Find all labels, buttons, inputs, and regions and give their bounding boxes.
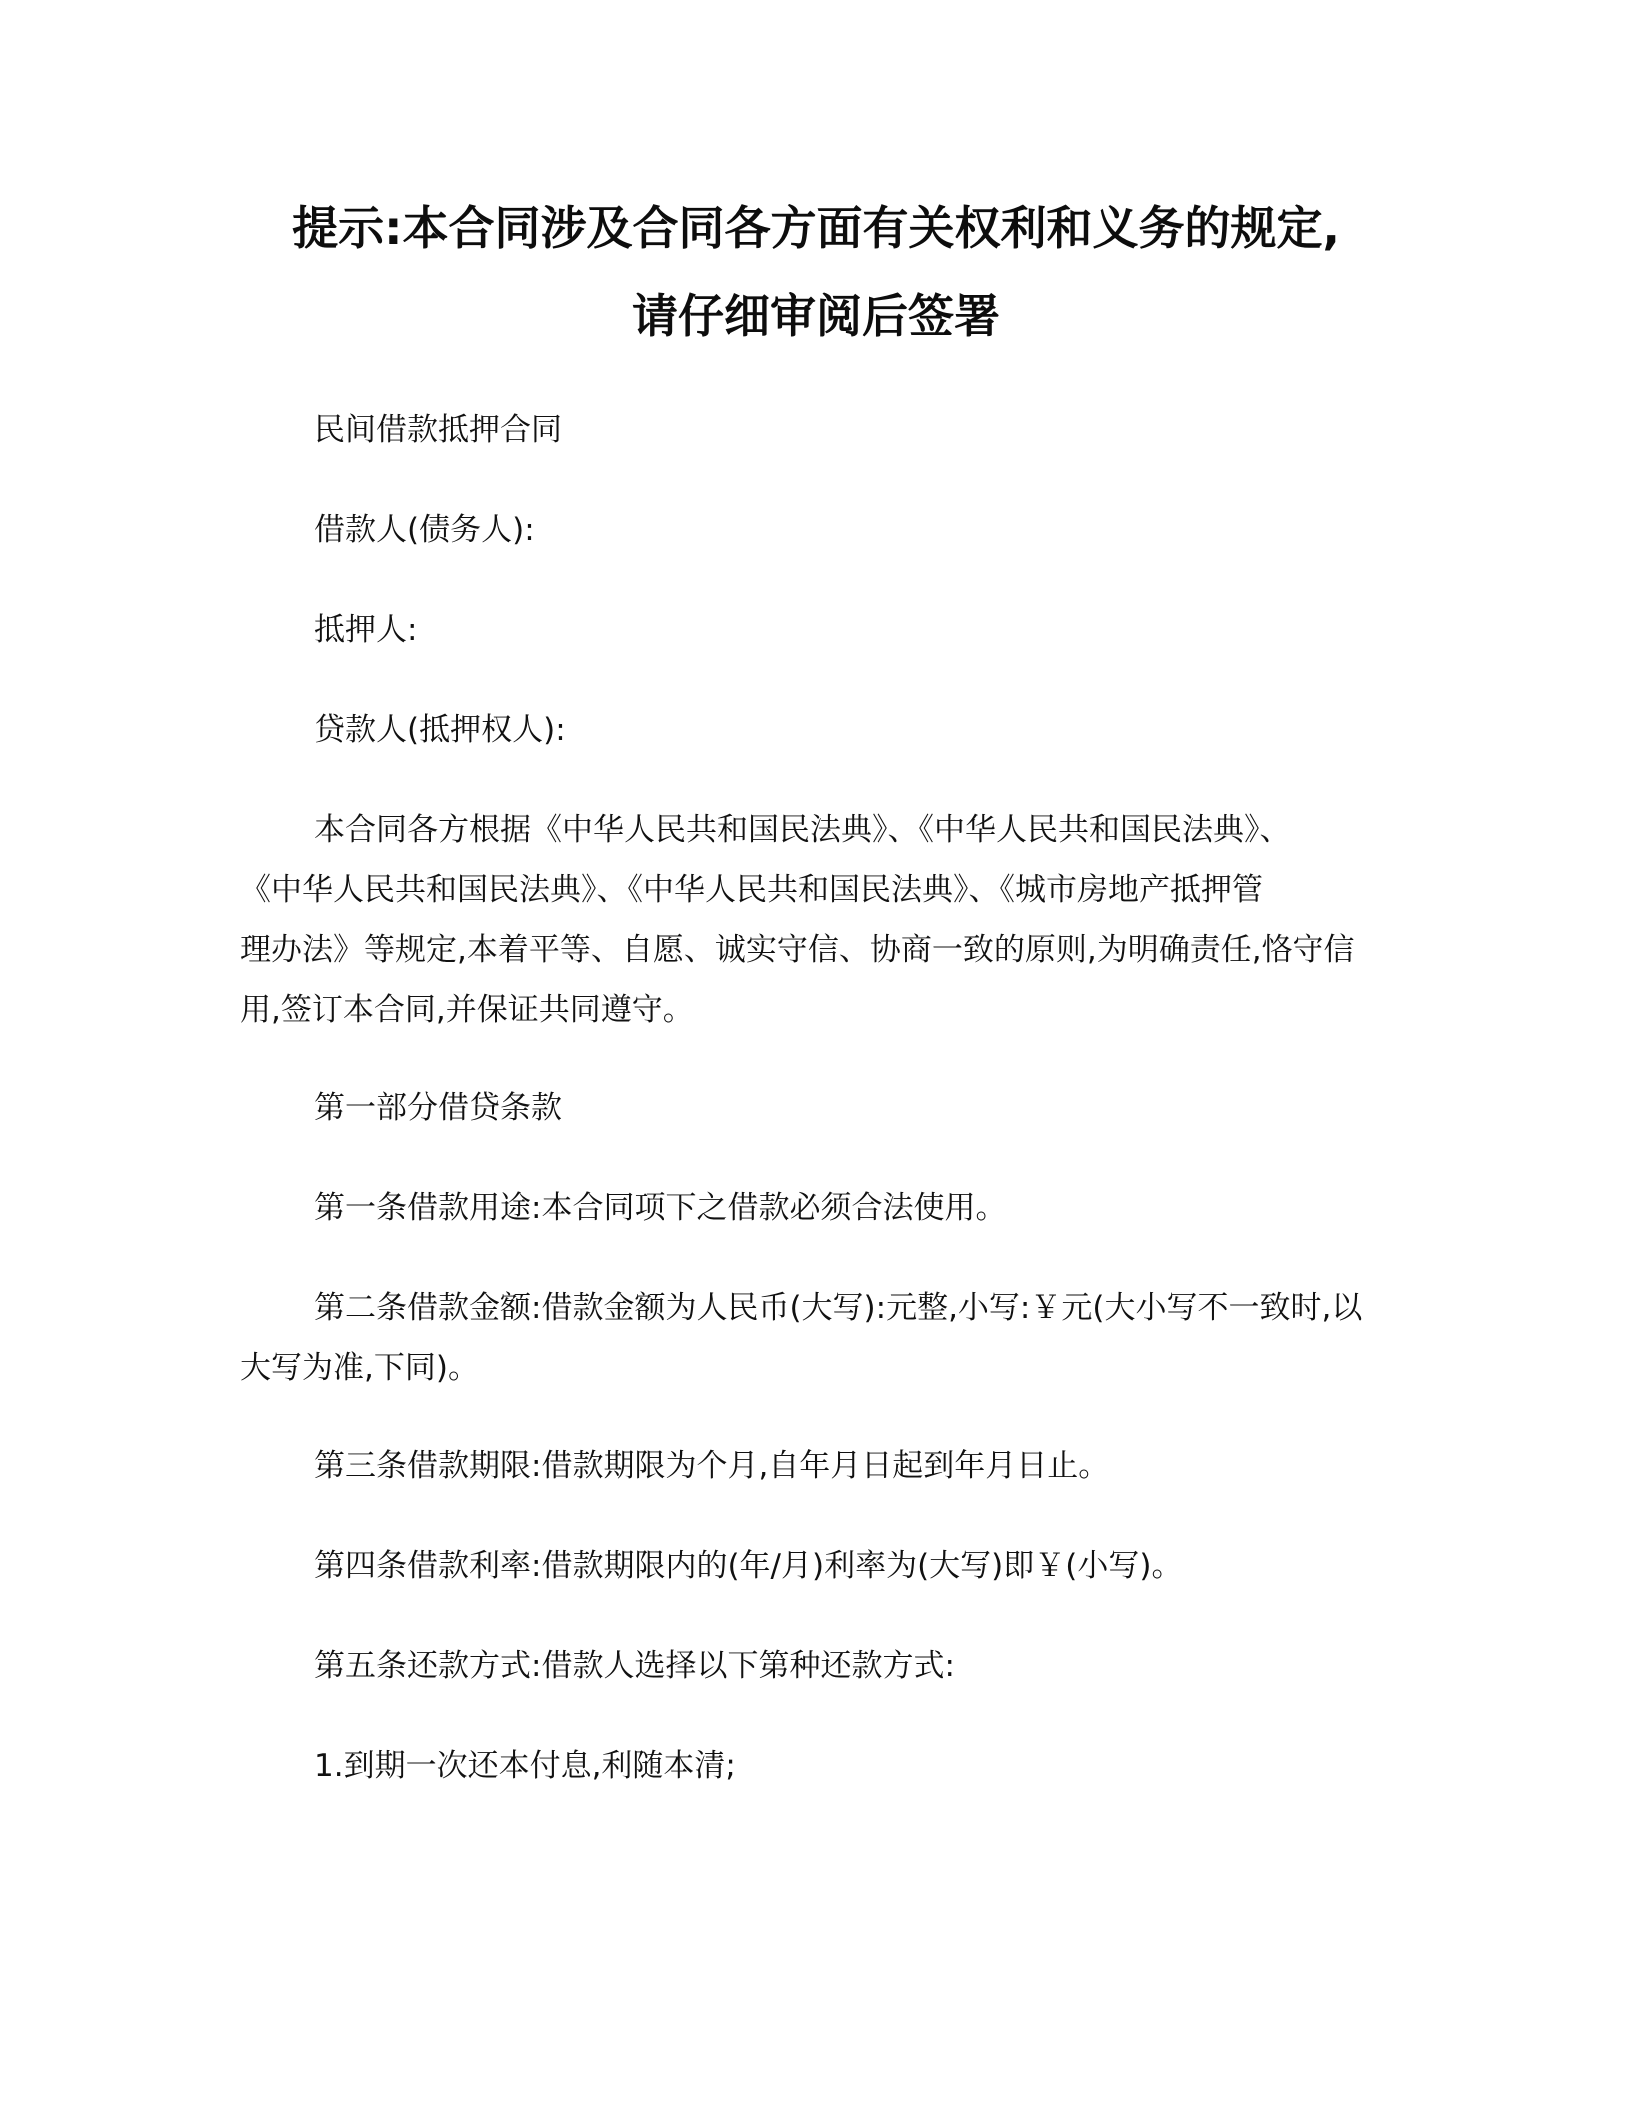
repayment-option-1: 1.到期一次还本付息,利随本清; [314,1748,736,1784]
preamble-line-2: 《中华人民共和国民法典》、《中华人民共和国民法典》、《城市房地产抵押管 [240,872,1263,908]
contract-name: 民间借款抵押合同 [314,412,562,448]
preamble-line-4: 用,签订本合同,并保证共同遵守。 [240,992,694,1028]
mortgagor-line: 抵押人: [314,612,418,648]
lender-line: 贷款人(抵押权人): [314,712,566,748]
preamble-line-1: 本合同各方根据《中华人民共和国民法典》、《中华人民共和国民法典》、 [314,812,1291,848]
article-4: 第四条借款利率:借款期限内的(年/月)利率为(大写)即￥(小写)。 [314,1548,1183,1584]
preamble-line-3: 理办法》等规定,本着平等、自愿、诚实守信、协商一致的原则,为明确责任,恪守信 [240,932,1355,968]
article-5: 第五条还款方式:借款人选择以下第种还款方式: [314,1648,955,1684]
article-2-line-2: 大写为准,下同)。 [240,1350,479,1386]
article-3: 第三条借款期限:借款期限为个月,自年月日起到年月日止。 [314,1448,1110,1484]
part-one-heading: 第一部分借贷条款 [314,1090,562,1126]
borrower-line: 借款人(债务人): [314,512,535,548]
article-2-line-1: 第二条借款金额:借款金额为人民币(大写):元整,小写:￥元(大小写不一致时,以 [314,1290,1363,1326]
notice-title-line-1: 提示:本合同涉及合同各方面有关权利和义务的规定, [292,201,1340,255]
notice-title-line-2: 请仔细审阅后签署 [632,289,1000,343]
article-1: 第一条借款用途:本合同项下之借款必须合法使用。 [314,1190,1007,1226]
